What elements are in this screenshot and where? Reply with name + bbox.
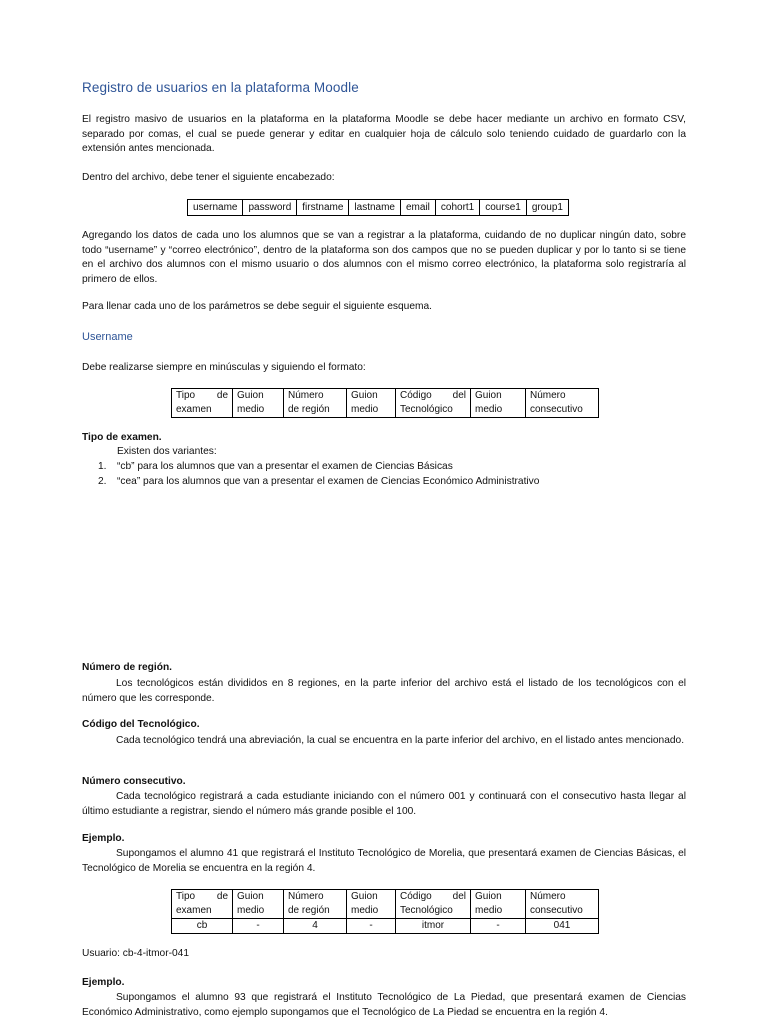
csv-header-table xyxy=(187,199,569,216)
value-cell: - xyxy=(233,919,284,934)
value-cell: 041 xyxy=(526,919,599,934)
header-intro: Dentro del archivo, debe tener el siguiente encabezado: xyxy=(82,172,335,183)
value-cell: - xyxy=(347,919,396,934)
numero-region-text: Los tecnológicos están divididos en 8 regiones, en la parte inferior del archivo está el listado de los tecnológicos con el número que les corresponde. xyxy=(82,678,686,704)
value-cell: itmor xyxy=(396,919,471,934)
header-cell: password xyxy=(243,200,297,216)
username-format-table xyxy=(171,388,599,418)
format-cell: Número de región xyxy=(284,890,347,919)
value-cell: cb xyxy=(172,919,233,934)
intro-paragraph: El registro masivo de usuarios en la plataforma en la plataforma Moodle se debe hacer mediante un archivo en formato CSV, separado por comas, el cual se puede generar y editar en cualquier hoja de cálculo solo teniendo cuidado de guardarlo con la extensión antes mencionada. xyxy=(82,114,686,155)
format-cell: Código del Tecnológico xyxy=(396,890,471,919)
numero-consecutivo-text: Cada tecnológico registrará a cada estudiante iniciando con el número 001 y continuará con el consecutivo hasta llegar al último estudiante a registrar, siendo el número más grande posible el 100. xyxy=(82,791,686,817)
codigo-tec-text: Cada tecnológico tendrá una abreviación, la cual se encuentra en la parte inferior del archivo, en el listado antes mencionado. xyxy=(116,735,685,746)
format-cell: Guion medio xyxy=(347,890,396,919)
tipo-examen-list xyxy=(98,460,539,489)
tipo-examen-intro: Existen dos variantes: xyxy=(117,446,217,457)
tipo-examen-heading: Tipo de examen. xyxy=(82,432,162,443)
document-title: Registro de usuarios en la plataforma Moodle xyxy=(82,80,359,95)
list-item: 1. “cb” para los alumnos que van a presentar el examen de Ciencias Básicas xyxy=(98,461,453,472)
format-cell: Número consecutivo xyxy=(526,890,599,919)
numero-consecutivo-heading: Número consecutivo. xyxy=(82,776,186,787)
numero-region-heading: Número de región. xyxy=(82,662,173,673)
ejemplo2-heading: Ejemplo. xyxy=(82,977,125,988)
format-cell: Guion medio xyxy=(471,389,526,418)
format-cell: Guion medio xyxy=(233,890,284,919)
header-cell: group1 xyxy=(526,200,568,216)
schema-paragraph: Para llenar cada uno de los parámetros se debe seguir el siguiente esquema. xyxy=(82,301,432,312)
username-heading: Username xyxy=(82,331,133,343)
header-cell: course1 xyxy=(480,200,527,216)
header-cell: cohort1 xyxy=(435,200,479,216)
codigo-tec-heading: Código del Tecnológico. xyxy=(82,719,200,730)
format-cell: Número de región xyxy=(284,389,347,418)
ejemplo1-table xyxy=(171,889,599,934)
header-cell: lastname xyxy=(349,200,401,216)
ejemplo2-text: Supongamos el alumno 93 que registrará el Instituto Tecnológico de La Piedad, que presentará examen de Ciencias Económico Administrativo, como ejemplo supongamos que el Tecnológico de La Piedad se encuentra en la región 4. xyxy=(82,992,686,1018)
list-item: 2. “cea” para los alumnos que van a presentar el examen de Ciencias Económico Administrativo xyxy=(98,475,540,487)
value-cell: 4 xyxy=(284,919,347,934)
header-cell: firstname xyxy=(297,200,349,216)
format-cell: Tipo de examen xyxy=(172,890,233,919)
ejemplo1-result: Usuario: cb-4-itmor-041 xyxy=(82,948,190,959)
ejemplo1-text: Supongamos el alumno 41 que registrará el Instituto Tecnológico de Morelia, que presentará examen de Ciencias Básicas, el Tecnológico de Morelia se encuentra en la región 4. xyxy=(82,848,686,874)
format-cell: Tipo de examen xyxy=(172,389,233,418)
format-cell: Número consecutivo xyxy=(526,389,599,418)
format-cell: Guion medio xyxy=(233,389,284,418)
format-cell: Código del Tecnológico xyxy=(396,389,471,418)
header-cell: email xyxy=(400,200,435,216)
username-intro: Debe realizarse siempre en minúsculas y siguiendo el formato: xyxy=(82,362,366,373)
header-cell: username xyxy=(188,200,243,216)
value-cell: - xyxy=(471,919,526,934)
ejemplo1-heading: Ejemplo. xyxy=(82,833,125,844)
format-cell: Guion medio xyxy=(471,890,526,919)
duplicates-paragraph: Agregando los datos de cada uno los alumnos que se van a registrar a la plataforma, cuidando de no duplicar ningún dato, sobre todo “username” y “correo electrónico”, dentro de la plataforma son dos campos que no se pueden duplicar y por lo tanto si se tiene en el archivo dos alumnos con el mismo usuario o dos alumnos con el mismo correo electrónico, la plataforma solo registraría al primero de ellos. xyxy=(82,230,686,285)
format-cell: Guion medio xyxy=(347,389,396,418)
